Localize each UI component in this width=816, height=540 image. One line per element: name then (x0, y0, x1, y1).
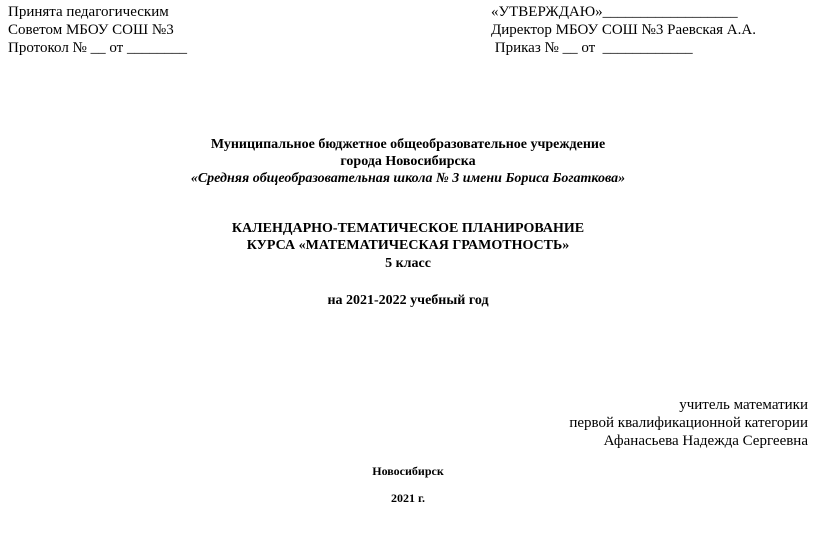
title-line1: КАЛЕНДАРНО-ТЕМАТИЧЕСКОЕ ПЛАНИРОВАНИЕ (231, 221, 585, 236)
approval-right-line2: Директор МБОУ СОШ №3 Раевская А.А. (491, 22, 756, 38)
approval-left-line3: Протокол № __ от ________ (8, 40, 187, 56)
footer-city: Новосибирск (372, 464, 444, 478)
author-position: учитель математики (679, 397, 808, 413)
title-line2: КУРСА «МАТЕМАТИЧЕСКАЯ ГРАМОТНОСТЬ» (246, 238, 570, 253)
approval-left-line2: Советом МБОУ СОШ №3 (8, 22, 174, 38)
footer-year: 2021 г. (390, 491, 426, 505)
institution-line3: «Средняя общеобразовательная школа № 3 имени Бориса Богаткова» (190, 171, 626, 186)
approval-left-line1: Принята педагогическим (8, 4, 169, 20)
author-category: первой квалификационной категории (569, 415, 808, 431)
author-name: Афанасьева Надежда Сергеевна (603, 433, 808, 449)
institution-line1: Муниципальное бюджетное общеобразовательное учреждение (210, 137, 606, 152)
title-grade: 5 класс (385, 256, 431, 271)
approval-right-line3: Приказ № __ от ____________ (491, 40, 693, 56)
title-year: на 2021-2022 учебный год (327, 293, 489, 308)
approval-right-line1: «УТВЕРЖДАЮ»__________________ (491, 4, 738, 20)
institution-line2: города Новосибирска (340, 154, 476, 169)
